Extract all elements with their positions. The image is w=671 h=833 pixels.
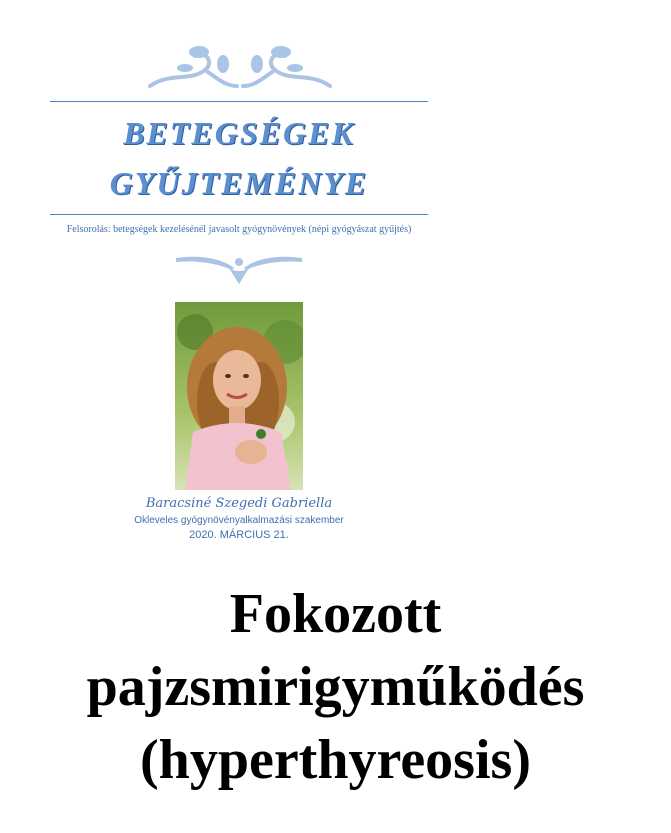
- author-signature: Baracsiné Szegedi Gabriella: [145, 496, 333, 511]
- bottom-divider: [50, 214, 428, 215]
- author-profession: Okleveles gyógynövényalkalmazási szakember: [134, 515, 344, 526]
- top-divider: [50, 101, 428, 102]
- heading-line-2: pajzsmirigyműködés: [86, 656, 585, 718]
- heading-line-3: (hyperthyreosis): [140, 729, 531, 791]
- cover-subtitle: Felsorolás: betegségek kezelésénél javasolt gyógynövények (népi gyógyászat gyűjtés): [66, 224, 412, 235]
- floral-scroll-icon: [145, 42, 335, 94]
- heading-line-1: Fokozott: [229, 583, 442, 645]
- cover-title-line-2: GYŰJTEMÉNYE: [109, 165, 369, 201]
- author-portrait: [175, 302, 303, 490]
- cover-date: 2020. MÁRCIUS 21.: [189, 529, 289, 541]
- cover-title-line-1: BETEGSÉGEK: [123, 115, 355, 151]
- flourish-divider-icon: [174, 252, 304, 286]
